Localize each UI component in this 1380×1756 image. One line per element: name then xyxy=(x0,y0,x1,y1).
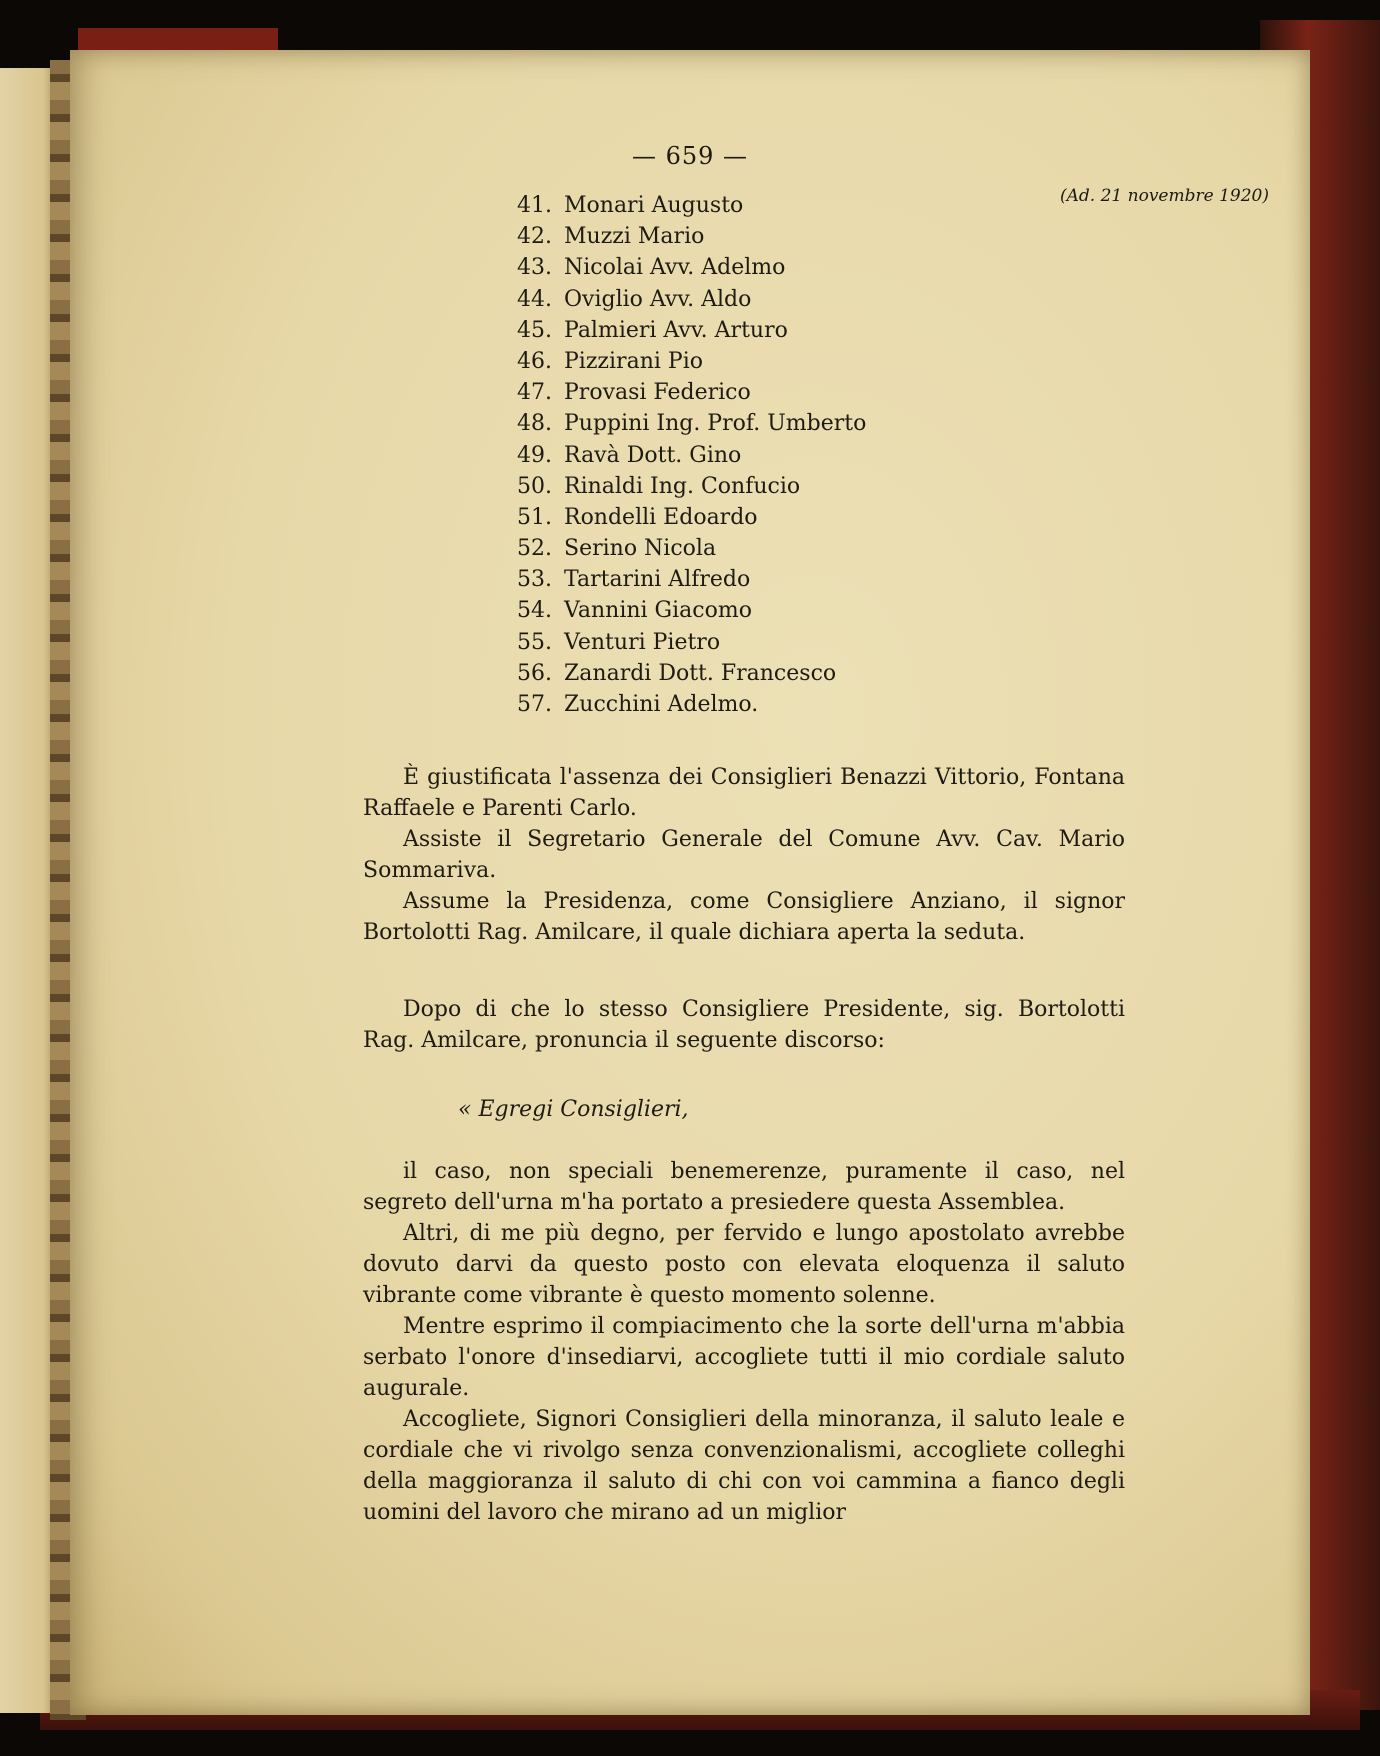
councillor-name: Pizzirani Pio xyxy=(564,348,703,374)
item-number: 48. xyxy=(517,411,552,437)
councillor-name: Zanardi Dott. Francesco xyxy=(564,660,837,686)
councillor-name: Provasi Federico xyxy=(564,380,751,406)
list-item xyxy=(510,595,866,626)
speech-paragraph-1: il caso, non speciali benemerenze, puramente il caso, nel segreto dell'urna m'ha portato a presiedere questa Assemblea. xyxy=(363,1159,1125,1215)
list-item xyxy=(510,564,866,595)
councillor-name: Rinaldi Ing. Confucio xyxy=(564,473,801,499)
councillor-name: Venturi Pietro xyxy=(564,629,721,655)
list-item xyxy=(510,440,866,471)
session-dateline: (Ad. 21 novembre 1920) xyxy=(1060,186,1269,206)
item-number: 54. xyxy=(517,598,552,624)
councillor-name: Serino Nicola xyxy=(564,536,717,562)
list-item xyxy=(510,377,866,408)
item-number: 44. xyxy=(517,286,552,312)
list-item xyxy=(510,315,866,346)
speech-paragraph-4: Accogliete, Signori Consiglieri della minoranza, il saluto leale e cordiale che vi rivolgo senza convenzionalismi, accogliete colleghi della maggioranza il saluto di chi con voi cammina a fianco degli uomini del lavoro che mirano ad un miglior xyxy=(363,1407,1125,1525)
item-number: 45. xyxy=(517,317,552,343)
presidency-paragraph: Assume la Presidenza, come Consigliere Anziano, il signor Bortolotti Rag. Amilcare, il quale dichiara aperta la seduta. xyxy=(363,889,1125,945)
list-item xyxy=(510,284,866,315)
item-number: 49. xyxy=(517,442,552,468)
page-number: — 659 — xyxy=(631,142,749,170)
councillor-name: Rondelli Edoardo xyxy=(564,504,758,530)
list-item xyxy=(510,627,866,658)
speech-paragraph-3: Mentre esprimo il compiacimento che la sorte dell'urna m'abbia serbato l'onore d'insediarvi, accogliete tutti il mio cordiale saluto augurale. xyxy=(363,1314,1125,1401)
list-item xyxy=(510,408,866,439)
councillor-name: Puppini Ing. Prof. Umberto xyxy=(564,411,867,437)
councillor-name: Tartarini Alfredo xyxy=(564,567,751,593)
secretary-paragraph: Assiste il Segretario Generale del Comune Avv. Cav. Mario Sommariva. xyxy=(363,827,1125,883)
item-number: 52. xyxy=(517,536,552,562)
book-page xyxy=(70,50,1310,1715)
list-item xyxy=(510,190,866,221)
item-number: 43. xyxy=(517,255,552,281)
councillor-name: Vannini Giacomo xyxy=(564,598,752,624)
councillor-name: Oviglio Avv. Aldo xyxy=(564,286,752,312)
councillor-name: Muzzi Mario xyxy=(564,224,705,250)
list-item xyxy=(510,533,866,564)
councillor-name: Nicolai Avv. Adelmo xyxy=(564,255,786,281)
list-item xyxy=(510,689,866,720)
speech-intro-paragraph: Dopo di che lo stesso Consigliere Presidente, sig. Bortolotti Rag. Amilcare, pronuncia il seguente discorso: xyxy=(363,997,1125,1053)
item-number: 56. xyxy=(517,660,552,686)
list-item xyxy=(510,346,866,377)
list-item xyxy=(510,658,866,689)
item-number: 50. xyxy=(517,473,552,499)
item-number: 55. xyxy=(517,629,552,655)
councillor-name: Zucchini Adelmo. xyxy=(564,692,759,717)
item-number: 41. xyxy=(517,193,552,218)
item-number: 53. xyxy=(517,567,552,593)
list-item xyxy=(510,471,866,502)
councillor-name: Monari Augusto xyxy=(564,193,744,218)
item-number: 47. xyxy=(517,380,552,406)
speech-paragraph-2: Altri, di me più degno, per fervido e lungo apostolato avrebbe dovuto darvi da questo posto con elevata eloquenza il saluto vibrante come vibrante è questo momento solenne. xyxy=(363,1221,1125,1308)
item-number: 42. xyxy=(517,224,552,250)
item-number: 57. xyxy=(517,692,552,717)
councillor-name: Palmieri Avv. Arturo xyxy=(564,317,788,343)
list-item xyxy=(510,221,866,252)
councillor-roster xyxy=(510,190,866,720)
item-number: 51. xyxy=(517,504,552,530)
councillor-name: Ravà Dott. Gino xyxy=(564,442,742,468)
list-item xyxy=(510,502,866,533)
item-number: 46. xyxy=(517,348,552,374)
speech-salutation: « Egregi Consiglieri, xyxy=(458,1097,689,1122)
absence-paragraph: È giustificata l'assenza dei Consiglieri Benazzi Vittorio, Fontana Raffaele e Parenti Carlo. xyxy=(363,765,1125,821)
list-item xyxy=(510,252,866,283)
